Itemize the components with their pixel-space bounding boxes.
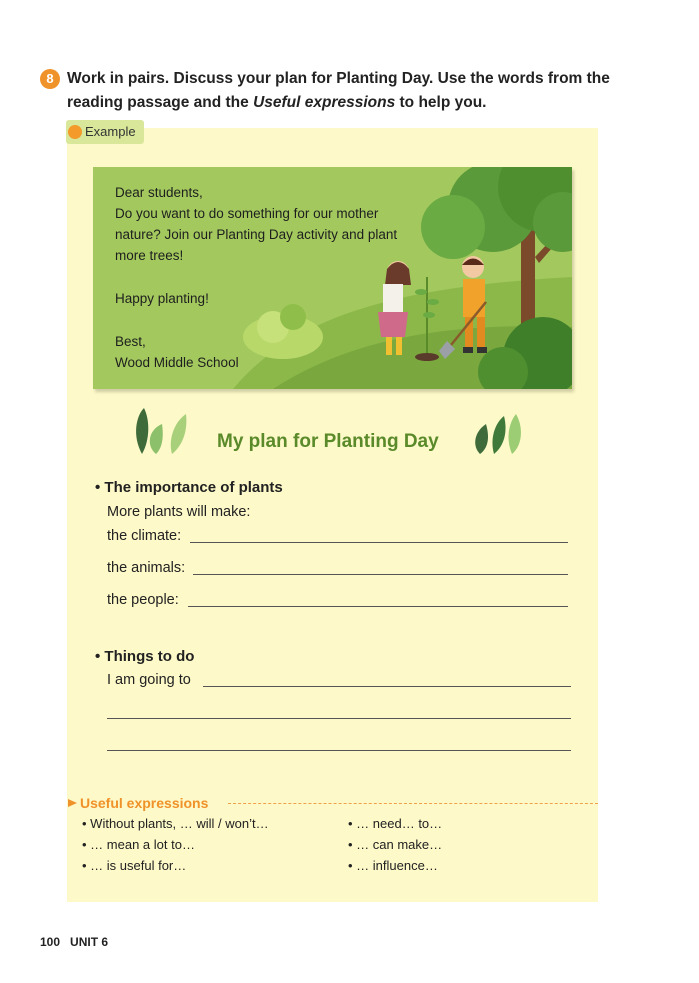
- example-label: Example: [85, 124, 136, 139]
- letter-card: [93, 167, 572, 389]
- todo-answer-line-1[interactable]: [203, 686, 571, 687]
- expression-item: • … need… to…: [348, 816, 443, 831]
- letter-closing: Happy planting!: [115, 291, 209, 306]
- section-todo-heading-text: Things to do: [104, 648, 195, 665]
- useful-expressions-divider: [228, 803, 598, 804]
- task-number-badge: 8: [40, 69, 60, 89]
- letter-body-line1: Do you want to do something for our mother: [115, 206, 379, 221]
- leaf-right-icon: [468, 412, 526, 456]
- letter-body-line3: more trees!: [115, 248, 184, 263]
- task-line2-end: to help you.: [395, 94, 487, 111]
- task-instruction-line1: Work in pairs. Discuss your plan for Planting Day. Use the words from the: [67, 70, 610, 87]
- task-line2-italic: Useful expressions: [253, 94, 396, 111]
- task-instruction-line2: [67, 94, 487, 112]
- example-tag: [66, 120, 144, 144]
- expression-item: • … is useful for…: [82, 858, 187, 873]
- expression-item: • … mean a lot to…: [82, 837, 195, 852]
- climate-answer-line[interactable]: [190, 542, 568, 543]
- todo-answer-line-3[interactable]: [107, 750, 571, 751]
- expression-item: • Without plants, … will / won’t…: [82, 816, 269, 831]
- section-importance-heading: • The importance of plants: [95, 479, 283, 496]
- expression-text: … influence…: [356, 858, 438, 873]
- animals-answer-line[interactable]: [193, 574, 568, 575]
- expression-text: … mean a lot to…: [90, 837, 195, 852]
- importance-intro: More plants will make:: [107, 504, 251, 520]
- letter-greeting: Dear students,: [115, 185, 203, 200]
- expression-text: … is useful for…: [90, 858, 187, 873]
- animals-label: the animals:: [107, 560, 186, 576]
- expression-item: • … influence…: [348, 858, 438, 873]
- people-answer-line[interactable]: [188, 606, 568, 607]
- letter-signoff: Best,: [115, 334, 146, 349]
- expression-text: … need… to…: [356, 816, 443, 831]
- useful-expressions-title: Useful expressions: [80, 795, 209, 811]
- todo-prompt: I am going to: [107, 672, 191, 688]
- unit-label: UNIT 6: [70, 935, 109, 949]
- todo-answer-line-2[interactable]: [107, 718, 571, 719]
- lightbulb-icon: [68, 125, 82, 139]
- page-footer: [40, 935, 108, 949]
- task-line2-start: reading passage and the: [67, 94, 254, 111]
- plan-title: My plan for Planting Day: [217, 431, 439, 452]
- leaf-left-icon: [132, 406, 190, 456]
- page-number: 100: [40, 935, 61, 949]
- section-todo-heading: • Things to do: [95, 648, 195, 665]
- expression-text: Without plants, … will / won’t…: [90, 816, 269, 831]
- letter-signature: Wood Middle School: [115, 355, 239, 370]
- expression-text: … can make…: [356, 837, 443, 852]
- section-importance-heading-text: The importance of plants: [104, 479, 283, 496]
- letter-body-line2: nature? Join our Planting Day activity and plant: [115, 227, 398, 242]
- expression-item: • … can make…: [348, 837, 443, 852]
- arrow-right-icon: [68, 799, 77, 807]
- people-label: the people:: [107, 592, 179, 608]
- climate-label: the climate:: [107, 528, 182, 544]
